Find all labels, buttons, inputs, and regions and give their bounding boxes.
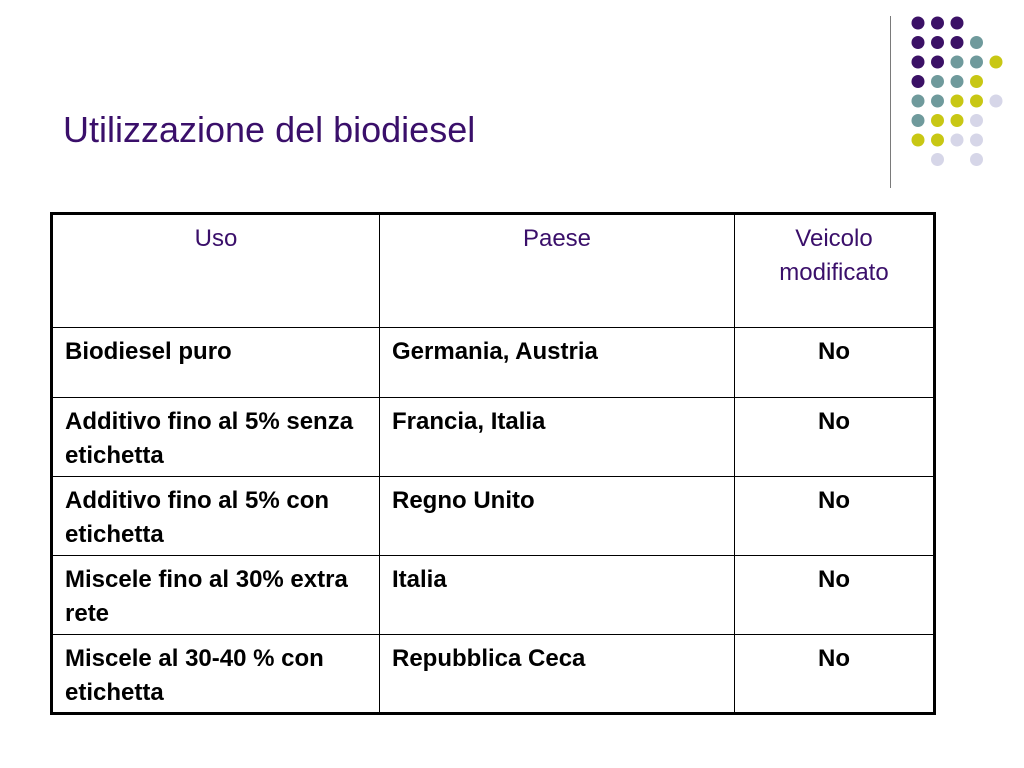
cell-veicolo: No bbox=[735, 398, 935, 477]
decorative-dot bbox=[912, 95, 925, 108]
slide-title: Utilizzazione del biodiesel bbox=[63, 109, 476, 150]
column-header-veicolo: Veicolo modificato bbox=[735, 214, 935, 328]
cell-paese: Francia, Italia bbox=[380, 398, 735, 477]
column-header-paese: Paese bbox=[380, 214, 735, 328]
table-row bbox=[52, 398, 935, 477]
cell-paese: Regno Unito bbox=[380, 477, 735, 556]
decorative-dot-grid bbox=[0, 0, 1024, 200]
decorative-dot bbox=[931, 134, 944, 147]
table-row bbox=[52, 556, 935, 635]
decorative-dot bbox=[912, 17, 925, 30]
decorative-dot bbox=[951, 75, 964, 88]
column-header-uso: Uso bbox=[52, 214, 380, 328]
cell-veicolo: No bbox=[735, 477, 935, 556]
decorative-dot bbox=[970, 114, 983, 127]
decorative-dot bbox=[931, 153, 944, 166]
table-header-row bbox=[52, 214, 935, 328]
decorative-dot bbox=[912, 36, 925, 49]
table-row bbox=[52, 477, 935, 556]
table-row bbox=[52, 328, 935, 398]
cell-veicolo: No bbox=[735, 328, 935, 398]
decorative-dot bbox=[951, 134, 964, 147]
decorative-dot bbox=[970, 153, 983, 166]
decorative-dot bbox=[951, 36, 964, 49]
cell-uso: Biodiesel puro bbox=[52, 328, 380, 398]
cell-paese: Italia bbox=[380, 556, 735, 635]
decorative-dot bbox=[990, 95, 1003, 108]
cell-uso: Miscele fino al 30% extra rete bbox=[52, 556, 380, 635]
decorative-dot bbox=[970, 36, 983, 49]
decorative-dot bbox=[931, 114, 944, 127]
decorative-dot bbox=[970, 95, 983, 108]
decorative-dot bbox=[951, 17, 964, 30]
cell-uso: Additivo fino al 5% con etichetta bbox=[52, 477, 380, 556]
decorative-dot bbox=[970, 134, 983, 147]
cell-veicolo: No bbox=[735, 635, 935, 714]
cell-uso: Miscele al 30-40 % con etichetta bbox=[52, 635, 380, 714]
decorative-dot bbox=[951, 114, 964, 127]
decorative-dot bbox=[912, 75, 925, 88]
biodiesel-table bbox=[50, 212, 936, 715]
decorative-dot bbox=[990, 56, 1003, 69]
decorative-dot bbox=[931, 36, 944, 49]
cell-veicolo: No bbox=[735, 556, 935, 635]
decorative-dot bbox=[931, 75, 944, 88]
decorative-dot bbox=[970, 75, 983, 88]
decorative-dot bbox=[951, 95, 964, 108]
decorative-dot bbox=[931, 56, 944, 69]
decorative-dot bbox=[951, 56, 964, 69]
decorative-dot bbox=[931, 95, 944, 108]
decorative-dot bbox=[912, 56, 925, 69]
cell-paese: Germania, Austria bbox=[380, 328, 735, 398]
decorative-dot bbox=[970, 56, 983, 69]
table-row bbox=[52, 635, 935, 714]
cell-paese: Repubblica Ceca bbox=[380, 635, 735, 714]
decorative-dot bbox=[931, 17, 944, 30]
decorative-dot bbox=[912, 134, 925, 147]
cell-uso: Additivo fino al 5% senza etichetta bbox=[52, 398, 380, 477]
decorative-dot bbox=[912, 114, 925, 127]
